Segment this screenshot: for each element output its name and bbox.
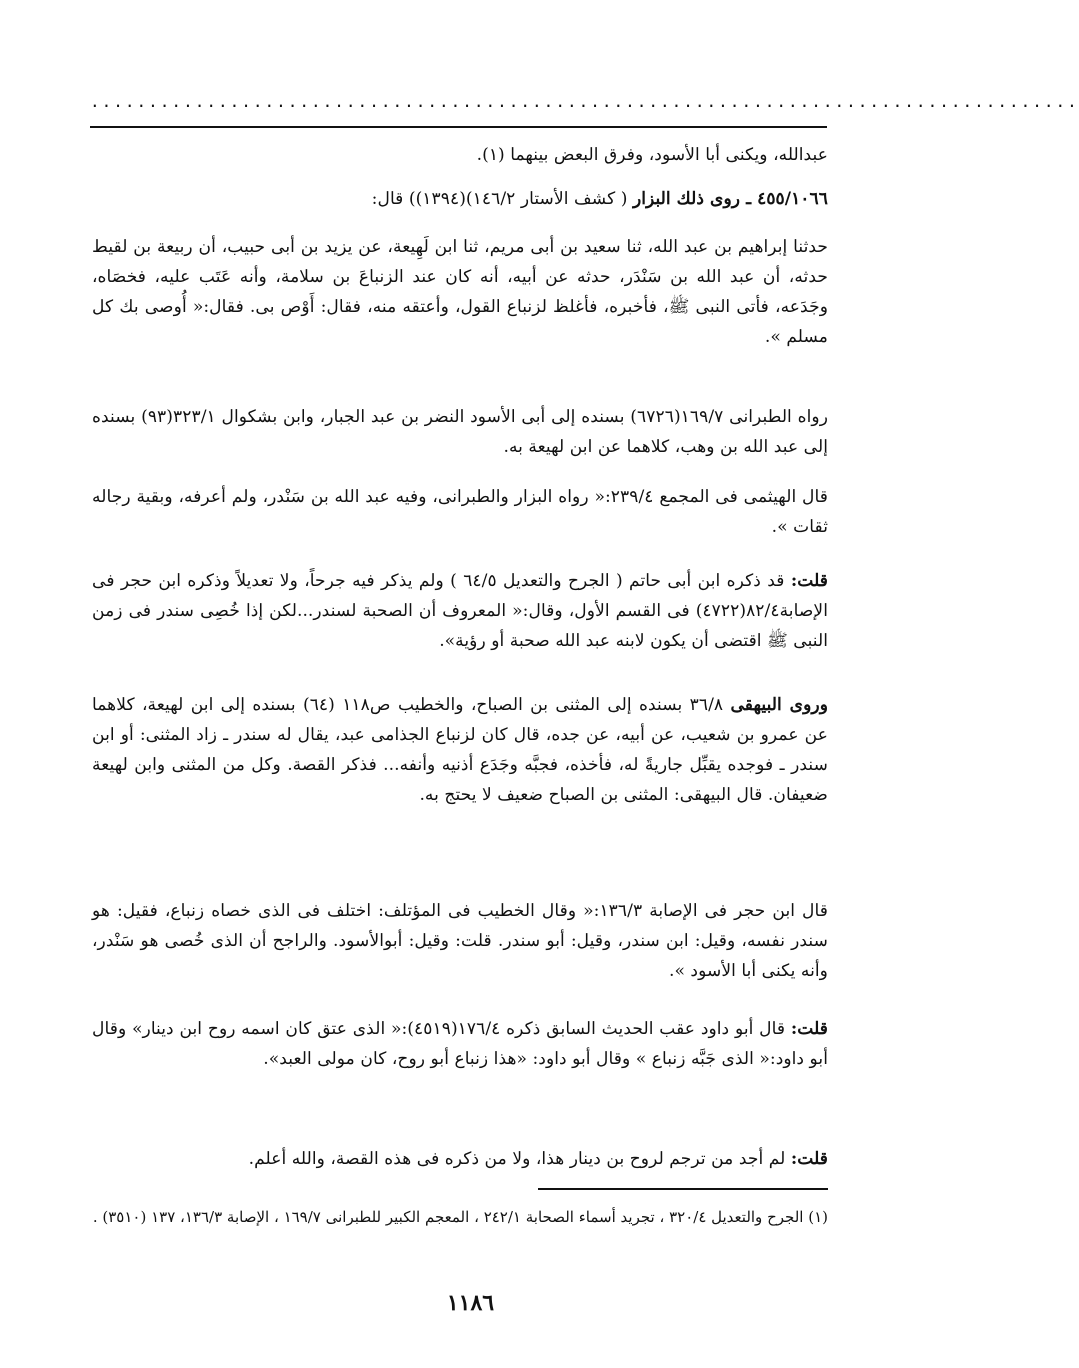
paragraph-text: قال ابن حجر فى الإصابة ١٣٦/٣:« وقال الخطيب فى المؤتلف: اختلف فى الذى خصاه زنباع، فقيل: هو سندر نفسه، وقيل: ابن سندر، وقيل: أبو سندر. قلت: وقيل: أبوالأسود. والراجح أن الذى خُصى هو سَنْدر، وأنه يكنى أبا الأسود ». [92, 901, 828, 981]
paragraph-text: حدثنا إبراهيم بن عبد الله، ثنا سعيد بن أبى مريم، ثنا ابن لَهِيعة، عن يزيد بن أبى حبيب، أن ربيعة بن لقيط حدثه، أن عبد الله بن سَنْدَر، حدثه عن أبيه، أنه كان عند الزنباعَ بن سلامة، وأنه عَتَب عليه، فخصَاه، وجَدَعه، فأتى النبى ﷺ، فأخبره، فأغلظ لزنباع القول، وأعتقه منه، فقال: أَوْص بى. فقال:« أُوصى بك كل مسلم ». [92, 237, 828, 347]
paragraph-continuation [92, 140, 828, 170]
paragraph-text: عبدالله، ويكنى أبا الأسود، وفرق البعض بينهما (١). [476, 145, 828, 165]
paragraph-text: لم أجد من ترجم لروح بن دينار هذا، ولا من ذكره فى هذه القصة، والله أعلم. [248, 1149, 791, 1169]
comment-paragraph [92, 566, 828, 656]
closing-paragraph [92, 1144, 828, 1174]
haythami-paragraph [92, 482, 828, 542]
paragraph-text: قد ذكره ابن أبى حاتم ( الجرح والتعديل ٦٤/٥ ) ولم يذكر فيه جرحاً، ولا تعديلاً وذكره ابن حجر فى الإصابة٨٢/٤(٤٧٢٢) فى القسم الأول، وقال:« المعروف أن الصحبة لسندر...لكن إذا خُصِى سندر فى زمن النبى ﷺ اقتضى أن يكون لابنه عبد الله صحبة أو رؤية». [92, 571, 828, 651]
comment-label: قلت: [790, 1149, 828, 1169]
abu-dawud-paragraph [92, 1014, 828, 1074]
paragraph-text: قال أبو داود عقب الحديث السابق ذكره ١٧٦/٤(٤٥١٩):« الذى عتق كان اسمه روح ابن دينار» وقال أبو داود:« الذى جَبَّه زنباع » وقال أبو داود: «هذا زنباع أبو روح، كان مولى العبد». [92, 1019, 828, 1069]
hadith-heading [92, 184, 828, 214]
header-rule [90, 126, 827, 128]
hadith-source: ( كشف الأستار ١٤٦/٢)(١٣٩٤)) قال: [371, 189, 633, 209]
comment-label: قلت: [790, 1019, 829, 1039]
paragraph-label: وروى البيهقى [730, 695, 828, 715]
footnote: (١) الجرح والتعديل ٣٢٠/٤ ، تجريد أسماء الصحابة ٢٤٢/١ ، المعجم الكبير للطبرانى ١٦٩/٧ ، الإصابة ١٣٦/٣، ١٣٧ (٣٥١٠) . [92, 1208, 828, 1226]
footnote-rule [538, 1188, 828, 1190]
paragraph-text: رواه الطبرانى ١٦٩/٧(٦٧٢٦) بسنده إلى أبى الأسود النضر بن عبد الجبار، وابن بشكوال ٣٢٣/١(٩٣) بسنده إلى عبد الله بن وهب، كلاهما عن ابن لهيعة به. [92, 407, 828, 457]
ibn-hajar-paragraph [92, 896, 828, 986]
takhrij-paragraph [92, 402, 828, 462]
paragraph-text: قال الهيثمى فى المجمع ٢٣٩/٤:« رواه البزار والطبرانى، وفيه عبد الله بن سَنْدر، ولم أعرفه، وبقية رجاله ثقات ». [92, 487, 828, 537]
header-dotted-line: ..................................................................................... [90, 92, 1079, 111]
comment-label: قلت: [790, 571, 828, 591]
hadith-text [92, 232, 828, 352]
page-number: ١١٨٦ [446, 1290, 495, 1316]
hadith-number-label: ٤٥٥/١٠٦٦ ـ روى ذلك البزار [632, 189, 828, 209]
bayhaqi-paragraph [92, 690, 828, 810]
paragraph-text: ٣٦/٨ بسنده إلى المثنى بن الصباح، والخطيب ص١١٨ (٦٤) بسنده إلى ابن لهيعة، كلاهما عن عمرو بن شعيب، عن أبيه، عن جده، قال كان لزنباع الجذامى عبد، يقال له سندر ـ زاد المثنى: أو ابن سندر ـ فوجده يقبِّل جاريةً له، فأخذه، فجبَّه وجَدَع أذنيه وأنفه... فذكر القصة. وكل من المثنى وابن لهيعة ضعيفان. قال البيهقى: المثنى بن الصباح ضعيف لا يحتج به. [92, 695, 828, 805]
